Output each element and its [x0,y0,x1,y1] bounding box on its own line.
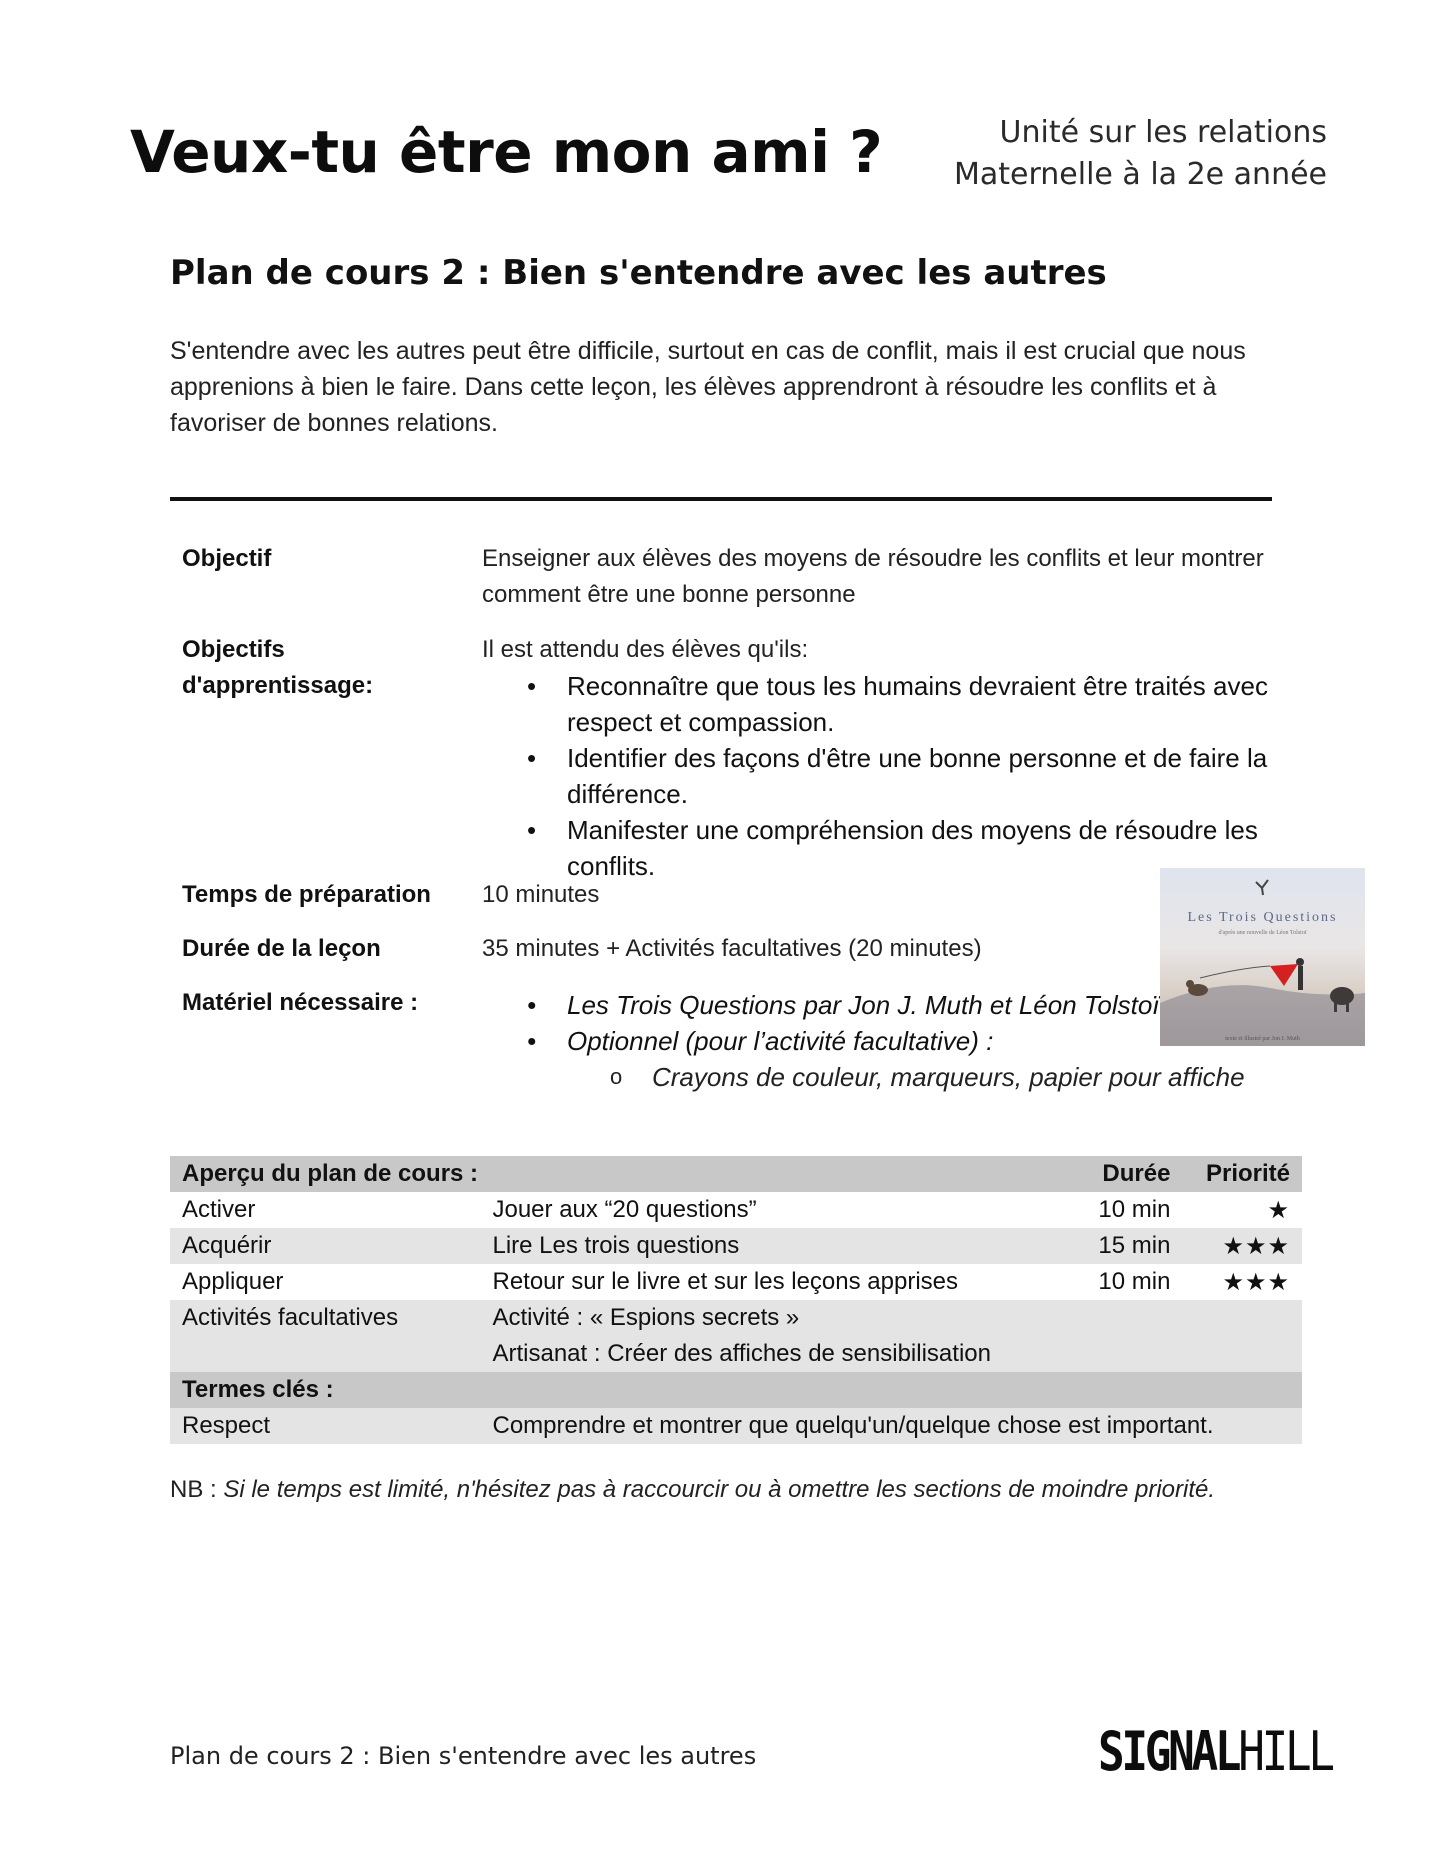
lesson-duration-label: Durée de la leçon [182,935,381,962]
lesson-title: Plan de cours 2 : Bien s'entendre avec les autres [170,253,1107,293]
book-cover-image [1160,868,1365,1046]
step-duration: 15 min [1063,1228,1182,1264]
overview-header-label: Aperçu du plan de cours : [170,1156,1063,1192]
step-priority: ★ [1182,1192,1302,1228]
document-title: Veux-tu être mon ami ? [130,118,883,186]
lesson-duration-value: 35 minutes + Activités facultatives (20 minutes) [482,935,982,962]
step-description: Lire Les trois questions [480,1228,1063,1264]
unit-info [954,112,1327,196]
step-duration: 10 min [1063,1264,1182,1300]
objective-value: Enseigner aux élèves des moyens de résoudre les conflits et leur montrer comment être une bonne personne [482,545,1264,608]
grade-level: Maternelle à la 2e année [953,157,1327,192]
table-header-row [170,1156,1302,1192]
prep-time-value: 10 minutes [482,881,600,908]
signalhill-logo [1098,1720,1332,1783]
logo-text-bold: SIGNAL [1098,1720,1239,1783]
step-description [480,1300,1063,1372]
table-row [170,1264,1302,1300]
step-name: Activités facultatives [170,1300,480,1372]
key-terms-header-row [170,1372,1302,1408]
step-priority: ★★★ [1182,1264,1302,1300]
learning-objectives [482,632,1302,884]
list-item: • Les Trois Questions par Jon J. Muth et Léon Tolstoï [482,987,1302,1023]
lesson-intro: S'entendre avec les autres peut être difficile, surtout en cas de conflit, mais il est crucial que nous apprenions à bien le faire. Dans cette leçon, les élèves apprendront à résoudre les conflits et à favoriser de bonnes relations. [170,337,1246,437]
list-item: • Optionnel (pour l’activité facultative) : [482,1023,1302,1059]
book-title: Les Trois Questions [1187,910,1338,925]
table-row [170,1228,1302,1264]
note-prefix: NB : [170,1476,224,1503]
note [170,1474,1260,1505]
table-row [170,1408,1302,1444]
divider [170,497,1272,501]
list-item: o Crayons de couleur, marqueurs, papier pour affiche [482,1059,1302,1095]
logo-text-light: HILL [1238,1720,1332,1783]
note-text: Si le temps est limité, n'hésitez pas à raccourcir ou à omettre les sections de moindre priorité. [223,1476,1216,1503]
unit-name: Unité sur les relations [999,115,1327,150]
prep-time-label: Temps de préparation [182,881,431,908]
optional-activity-1: Activité : « Espions secrets » [492,1304,800,1331]
step-duration: 10 min [1063,1192,1182,1228]
learning-label-line1: Objectifs [182,636,285,663]
optional-activity-2: Artisanat : Créer des affiches de sensibilisation [492,1340,991,1367]
key-term-definition: Comprendre et montrer que quelqu'un/quelque chose est important. [480,1408,1302,1444]
learning-label-line2: d'apprentissage: [182,672,374,699]
learning-list [482,668,1302,884]
step-name: Appliquer [170,1264,480,1300]
priority-header: Priorité [1182,1156,1302,1192]
step-name: Acquérir [170,1228,480,1264]
table-row [170,1300,1302,1372]
key-term: Respect [170,1408,480,1444]
materials-label: Matériel nécessaire : [182,989,419,1016]
step-name: Activer [170,1192,480,1228]
list-item: • Reconnaître que tous les humains devraient être traités avec respect et compassion. [482,668,1302,740]
duration-header: Durée [1063,1156,1182,1192]
key-terms-label: Termes clés : [170,1372,1302,1408]
materials-sublist [482,1059,1302,1095]
list-item: • Manifester une compréhension des moyens de résoudre les conflits. [482,812,1302,884]
footer-lesson-title: Plan de cours 2 : Bien s'entendre avec les autres [170,1742,757,1770]
step-description: Retour sur le livre et sur les leçons apprises [480,1264,1063,1300]
learning-intro: Il est attendu des élèves qu'ils: [482,636,809,663]
list-item: • Identifier des façons d'être une bonne personne et de faire la différence. [482,740,1302,812]
step-priority: ★★★ [1182,1228,1302,1264]
book-author-line: texte et illustré par Jon J. Muth [1225,1036,1300,1042]
objective-label: Objectif [182,545,272,572]
book-subtitle: d'après une nouvelle de Léon Tolstoï [1218,930,1307,936]
learning-objectives-label [182,632,373,704]
table-row [170,1192,1302,1228]
step-description: Jouer aux “20 questions” [480,1192,1063,1228]
lesson-overview-table [170,1156,1302,1444]
